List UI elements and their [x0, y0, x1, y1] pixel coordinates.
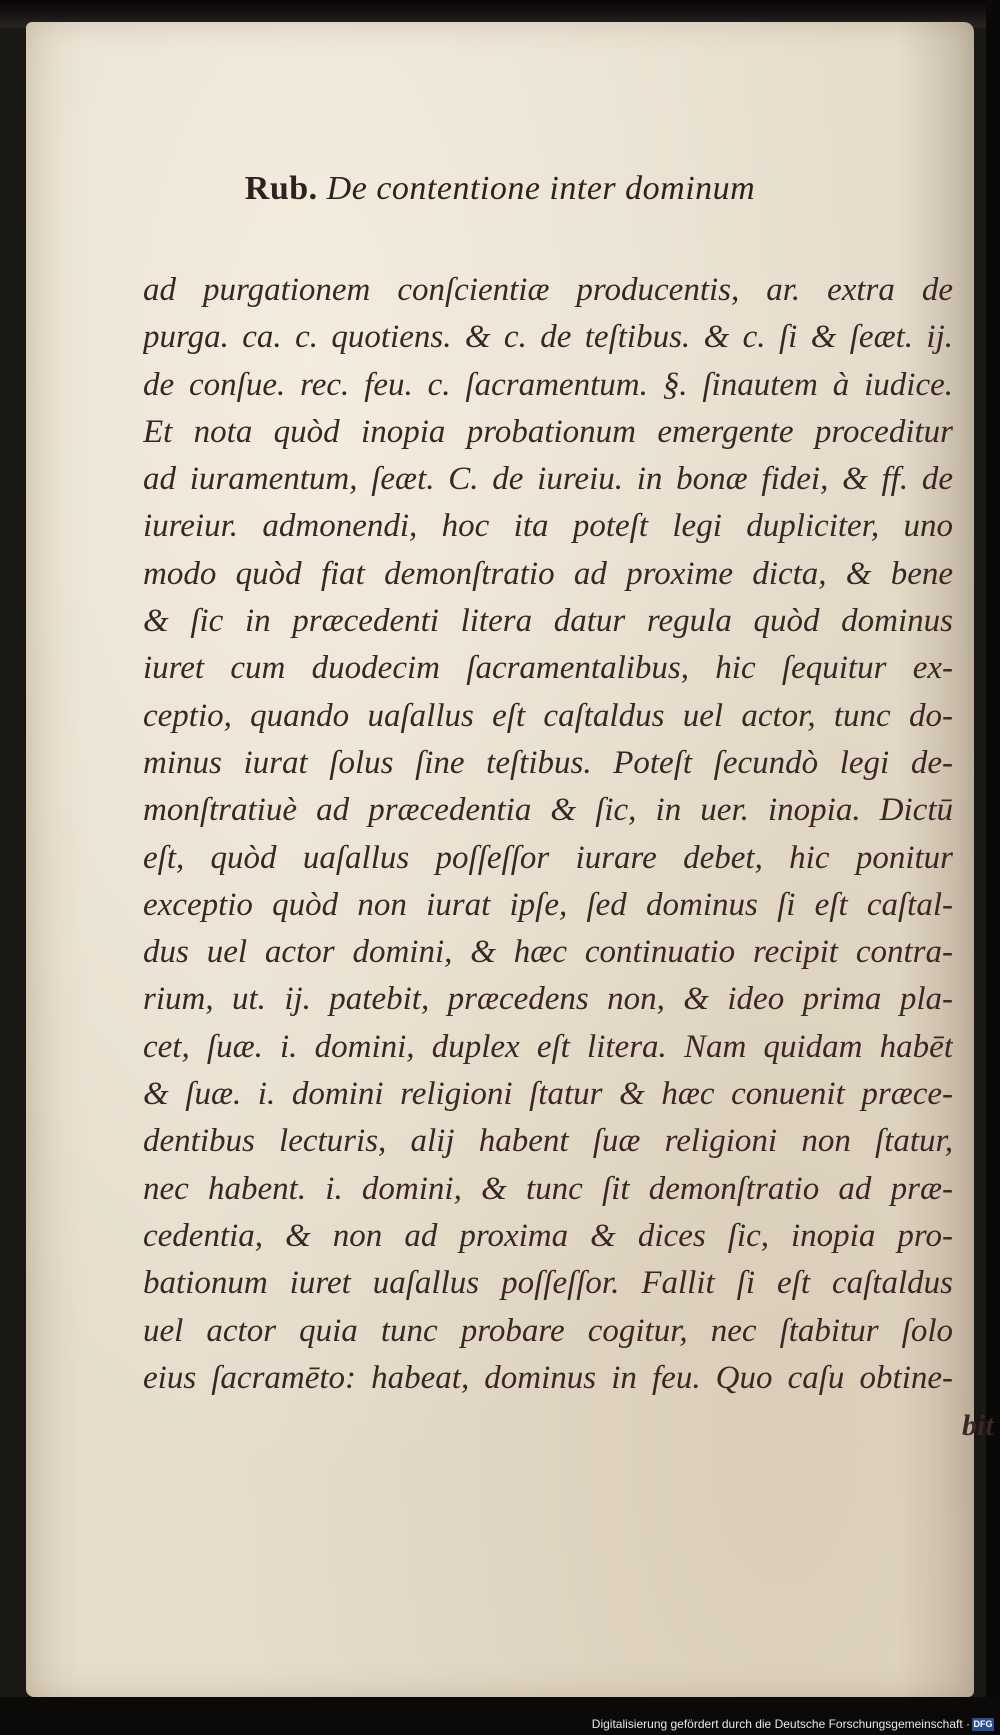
dfg-logo: DFG: [973, 1719, 993, 1729]
text-line: & ſic in præcedenti litera datur regula quòd dominus: [143, 603, 953, 640]
text-line: cet, ſuæ. i. domini, duplex eſt litera. Nam quidam habēt: [143, 1028, 953, 1065]
running-head-title: De contentione inter dominum: [326, 170, 756, 207]
footer-bar: [0, 1697, 1000, 1735]
text-line: iureiur. admonendi, hoc ita poteſt legi dupliciter, uno: [143, 508, 953, 545]
text-line: dentibus lecturis, alij habent ſuæ religioni non ſtatur,: [143, 1123, 953, 1160]
running-head-rub: Rub.: [244, 170, 318, 207]
scan-right-edge: [986, 0, 1000, 1735]
text-line: minus iurat ſolus ſine teſtibus. Poteſt ſecundò legi de-: [143, 744, 953, 781]
text-line: rium, ut. ij. patebit, præcedens non, & ideo prima pla-: [143, 981, 953, 1018]
running-head: [26, 170, 974, 208]
text-line: de conſue. rec. feu. c. ſacramentum. §. ſinautem à iudice.: [143, 366, 953, 403]
text-line: eius ſacramēto: habeat, dominus in feu. Quo caſu obtine-: [143, 1359, 953, 1396]
text-line: cedentia, & non ad proxima & dices ſic, inopia pro-: [143, 1217, 953, 1254]
text-line: uel actor quia tunc probare cogitur, nec ſtabitur ſolo: [143, 1312, 953, 1349]
text-line: modo quòd fiat demonſtratio ad proxime dicta, & bene: [143, 555, 953, 592]
catchword: bit: [962, 1409, 994, 1442]
text-line: iuret cum duodecim ſacramentalibus, hic ſequitur ex-: [143, 650, 953, 687]
text-line: ceptio, quando uaſallus eſt caſtaldus uel actor, tunc do-: [143, 697, 953, 734]
text-line: ad iuramentum, ſeæt. C. de iureiu. in bonæ fidei, & ff. de: [143, 461, 953, 498]
text-line: purga. ca. c. quotiens. & c. de teſtibus. & c. ſi & ſeæt. ij.: [143, 319, 953, 356]
book-page: [26, 22, 994, 1697]
text-line: bationum iuret uaſallus poſſeſſor. Fallit ſi eſt caſtaldus: [143, 1265, 953, 1302]
text-line: eſt, quòd uaſallus poſſeſſor iurare debet, hic ponitur: [143, 839, 953, 876]
text-line: nec habent. i. domini, & tunc ſit demonſtratio ad præ-: [143, 1170, 953, 1207]
text-line: ad purgationem conſcientiæ producentis, ar. extra de: [143, 272, 953, 308]
text-line: monſtratiuè ad præcedentia & ſic, in uer. inopia. Dictū: [143, 792, 953, 829]
text-line: exceptio quòd non iurat ipſe, ſed dominus ſi eſt caſtal-: [143, 886, 953, 923]
text-line: & ſuæ. i. domini religioni ſtatur & hæc conuenit præce-: [143, 1076, 953, 1113]
text-line: Et nota quòd inopia probationum emergente proceditur: [143, 413, 953, 450]
body-text: [143, 267, 953, 1402]
funding-note: Digitalisierung gefördert durch die Deutsche Forschungsgemeinschaft ·: [591, 1717, 970, 1731]
text-line: dus uel actor domini, & hæc continuatio recipit contra-: [143, 934, 953, 971]
